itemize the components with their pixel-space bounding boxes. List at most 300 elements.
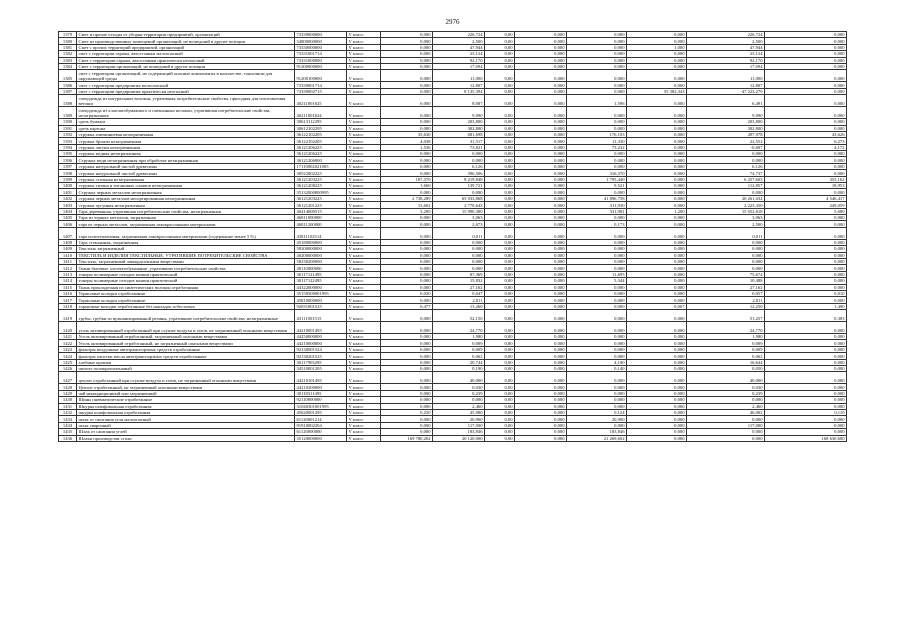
value-col-5: 0,000 — [381, 170, 433, 176]
waste-code: 31040301001995 — [295, 403, 347, 409]
value-col-5: 1,660 — [381, 183, 433, 189]
value-col-8: 0,000 — [515, 334, 567, 340]
value-col-8: 0,000 — [515, 144, 567, 150]
row-index: 1412 — [59, 265, 77, 271]
value-col-11: 0,009 — [687, 346, 765, 352]
value-col-7: 0,00 — [485, 353, 515, 359]
value-col-12: 0,000 — [765, 157, 847, 163]
value-col-10: 0,000 — [627, 82, 687, 88]
waste-code: 36121206225 — [295, 151, 347, 157]
value-col-6: 87,369 — [433, 271, 485, 277]
value-col-11: 40,000 — [687, 372, 765, 384]
value-col-6: 40,000 — [433, 372, 485, 384]
hazard-class: V класс — [347, 284, 381, 290]
value-col-6: 3,063 — [433, 214, 485, 220]
value-col-5: 0,000 — [381, 271, 433, 277]
value-col-8: 0,000 — [515, 372, 567, 384]
row-index: 1427 — [59, 372, 77, 384]
waste-code: 73330000000 — [295, 44, 347, 50]
hazard-class: V класс — [347, 44, 381, 50]
waste-code: 73339002715 — [295, 88, 347, 94]
waste-name: Цеолит отработанный, не загрязненный опасными веществами — [77, 384, 295, 390]
value-col-8: 0,000 — [515, 32, 567, 38]
value-col-9: 176,103 — [567, 131, 627, 137]
value-col-12: 0,000 — [765, 416, 847, 422]
value-col-6: 24,770 — [433, 322, 485, 334]
value-col-7: 0,00 — [485, 82, 515, 88]
hazard-class: V класс — [347, 278, 381, 284]
value-col-6: 0,009 — [433, 346, 485, 352]
value-col-6: 0,000 — [433, 397, 485, 403]
value-col-6: 302,800 — [433, 125, 485, 131]
value-col-7: 0,00 — [485, 57, 515, 63]
value-col-7: 0,00 — [485, 340, 515, 346]
value-col-9: 41 896,758 — [567, 195, 627, 201]
value-col-8: 0,000 — [515, 125, 567, 131]
value-col-5: 0,000 — [381, 372, 433, 384]
value-col-10: 0,000 — [627, 227, 687, 239]
value-col-12: 0,000 — [765, 246, 847, 252]
value-col-5: 0,000 — [381, 390, 433, 396]
value-col-7: 0,00 — [485, 429, 515, 435]
value-col-8: 0,000 — [515, 409, 567, 415]
value-col-11: 0,000 — [687, 252, 765, 258]
value-col-10: 0,000 — [627, 372, 687, 384]
value-col-10: 0,000 — [627, 63, 687, 69]
value-col-6: 52,150 — [433, 310, 485, 322]
hazard-class: V класс — [347, 290, 381, 296]
waste-name: стружка титана и титановых сплавов незагрязненная — [77, 183, 295, 189]
value-col-5: 0,000 — [381, 63, 433, 69]
value-col-11: 0,000 — [687, 397, 765, 403]
row-index: 1432 — [59, 409, 77, 415]
value-col-5: 6,477 — [381, 303, 433, 309]
table-row — [59, 95, 847, 107]
value-col-11: 6 257,603 — [687, 176, 765, 182]
value-col-8: 0,000 — [515, 340, 567, 346]
value-col-5: 35,630 — [381, 131, 433, 137]
value-col-6: 0,000 — [433, 239, 485, 245]
waste-name: Шлаки производства стали — [77, 435, 295, 441]
value-col-5: 0,000 — [381, 346, 433, 352]
value-col-8: 0,000 — [515, 51, 567, 57]
value-col-12: 0,000 — [765, 403, 847, 409]
value-col-7: 0,00 — [485, 246, 515, 252]
value-col-5: 0,000 — [381, 51, 433, 57]
row-index: 1436 — [59, 435, 77, 441]
value-col-11: 0,000 — [687, 429, 765, 435]
row-index: 1410 — [59, 252, 77, 258]
value-col-7: 0,00 — [485, 70, 515, 82]
waste-code: 46811000000 — [295, 214, 347, 220]
waste-code: 40211001625 — [295, 95, 347, 107]
value-col-5: 0,000 — [381, 340, 433, 346]
value-col-9: 0,000 — [567, 297, 627, 303]
value-col-6: 23,124 — [433, 51, 485, 57]
value-col-7: 0,00 — [485, 290, 515, 296]
waste-code: 58230200000 — [295, 258, 347, 264]
value-col-8: 0,000 — [515, 95, 567, 107]
row-index: 1399 — [59, 176, 77, 182]
waste-code: 44322000000 — [295, 284, 347, 290]
hazard-class: V класс — [347, 88, 381, 94]
value-col-7: 0,00 — [485, 409, 515, 415]
value-col-10: 0,000 — [627, 359, 687, 365]
value-col-12: 0,000 — [765, 278, 847, 284]
value-col-10: 0,000 — [627, 32, 687, 38]
row-index: 1380 — [59, 38, 77, 44]
waste-name: стружка медная незагрязненная — [77, 151, 295, 157]
value-col-6: 0,000 — [433, 246, 485, 252]
waste-code: 36122102205 — [295, 131, 347, 137]
value-col-6: 8 135,394 — [433, 88, 485, 94]
waste-name: Смет с территории организаций, не вошедший в другие позиции — [77, 63, 295, 69]
row-index: 1434 — [59, 422, 77, 428]
hazard-class: V класс — [347, 221, 381, 227]
value-col-11: 0,239 — [687, 390, 765, 396]
row-index: 1407 — [59, 227, 77, 239]
value-col-11: -0,697 — [687, 144, 765, 150]
hazard-class: V класс — [347, 163, 381, 169]
value-col-12: 0,000 — [765, 51, 847, 57]
hazard-class: V класс — [347, 271, 381, 277]
value-col-9: 1 795,440 — [567, 176, 627, 182]
waste-code: 30613112295 — [295, 119, 347, 125]
value-col-6: 0,000 — [433, 252, 485, 258]
row-index: 1431 — [59, 403, 77, 409]
value-col-12: 249,059 — [765, 202, 847, 208]
value-col-8: 0,000 — [515, 346, 567, 352]
value-col-9: 0,000 — [567, 334, 627, 340]
waste-name: Текстиль загрязненный — [77, 246, 295, 252]
value-col-11: 0,000 — [687, 246, 765, 252]
value-col-10: 0,000 — [627, 422, 687, 428]
value-col-11: 1,980 — [687, 334, 765, 340]
value-col-11: -47 223,279 — [687, 88, 765, 94]
value-col-7: 0,00 — [485, 297, 515, 303]
value-col-7: 0,00 — [485, 284, 515, 290]
value-col-6: 15 990,380 — [433, 208, 485, 214]
value-col-7: 0,00 — [485, 208, 515, 214]
value-col-7: 0,00 — [485, 384, 515, 390]
value-col-8: 0,000 — [515, 82, 567, 88]
row-index: 1387 — [59, 88, 77, 94]
value-col-7: 0,00 — [485, 183, 515, 189]
waste-name: фильтры очистки масла автотранспортных средств отработанные — [77, 353, 295, 359]
row-index: 1422 — [59, 340, 77, 346]
value-col-8: 0,000 — [515, 176, 567, 182]
row-index: 1406 — [59, 221, 77, 227]
value-col-10: 1,200 — [627, 208, 687, 214]
value-col-10: 0,000 — [627, 390, 687, 396]
value-col-5: 0,000 — [381, 125, 433, 131]
hazard-class: V класс — [347, 82, 381, 88]
value-col-5: 0,000 — [381, 265, 433, 271]
value-col-5: 0,000 — [381, 57, 433, 63]
value-col-11: 0,030 — [687, 384, 765, 390]
waste-name: шкурка шлифовальная отработанная — [77, 409, 295, 415]
waste-name: стружка латуни незагрязненная — [77, 144, 295, 150]
value-col-7: 0,00 — [485, 63, 515, 69]
value-col-11: 10,488 — [687, 278, 765, 284]
row-index: 1409 — [59, 246, 77, 252]
waste-name: Уголь активированный отработанный, не загрязненный опасными веществами — [77, 340, 295, 346]
value-col-7: 0,00 — [485, 239, 515, 245]
value-col-9: 0,000 — [567, 397, 627, 403]
value-col-12: 0,000 — [765, 297, 847, 303]
value-col-5: 0,000 — [381, 221, 433, 227]
value-col-9: 0,000 — [567, 265, 627, 271]
value-col-6: 0,000 — [433, 265, 485, 271]
value-col-12: 0,000 — [765, 397, 847, 403]
value-col-10: 0,000 — [627, 163, 687, 169]
value-col-11: 0,050 — [687, 366, 765, 372]
value-col-10: 55 382,343 — [627, 88, 687, 94]
table-row — [59, 70, 847, 82]
value-col-10: 0,000 — [627, 95, 687, 107]
value-col-12: 0,000 — [765, 284, 847, 290]
value-col-9: 0,000 — [567, 51, 627, 57]
row-index: 1398 — [59, 170, 77, 176]
hazard-class: V класс — [347, 138, 381, 144]
value-col-5: 0,000 — [381, 38, 433, 44]
hazard-class: V класс — [347, 157, 381, 163]
value-col-7: 0,00 — [485, 422, 515, 428]
waste-name: шпагат полипропиленовый — [77, 366, 295, 372]
value-col-11: 0,000 — [687, 416, 765, 422]
waste-code: 36121203225 — [295, 176, 347, 182]
value-col-10: 0,000 — [627, 189, 687, 195]
value-col-6: 183,846 — [433, 429, 485, 435]
value-col-9: 0,000 — [567, 303, 627, 309]
value-col-9: 0,000 — [567, 214, 627, 220]
value-col-9: 73,232 — [567, 144, 627, 150]
waste-code: 45620001295 — [295, 409, 347, 415]
hazard-class: V класс — [347, 144, 381, 150]
value-col-6: 0,000 — [433, 157, 485, 163]
value-col-9: 0,000 — [567, 422, 627, 428]
value-col-9: 20,900 — [567, 416, 627, 422]
value-col-6: 0,062 — [433, 353, 485, 359]
hazard-class: V класс — [347, 429, 381, 435]
value-col-11: 112,857 — [687, 183, 765, 189]
table-row — [59, 435, 847, 441]
value-col-11: 497,978 — [687, 131, 765, 137]
value-col-9: 21 269,602 — [567, 435, 627, 441]
waste-code: 30118311495 — [295, 390, 347, 396]
table-row — [59, 107, 847, 119]
value-col-6: 0,000 — [433, 189, 485, 195]
value-col-7: 0,00 — [485, 359, 515, 365]
value-col-11: 24,770 — [687, 322, 765, 334]
value-col-6: 8 219,848 — [433, 176, 485, 182]
hazard-class: V класс — [347, 125, 381, 131]
row-index: 1400 — [59, 183, 77, 189]
value-col-8: 0,000 — [515, 131, 567, 137]
value-col-5: 0,000 — [381, 82, 433, 88]
value-col-5: 0,000 — [381, 397, 433, 403]
waste-name: смет с территории предприятия малоопасный — [77, 82, 295, 88]
value-col-9: 0,000 — [567, 340, 627, 346]
value-col-10: 0,000 — [627, 265, 687, 271]
value-col-7: 0,00 — [485, 221, 515, 227]
value-col-6: 396,506 — [433, 170, 485, 176]
waste-code: 36121206225 — [295, 144, 347, 150]
value-col-12: 0,000 — [765, 366, 847, 372]
row-index: 1425 — [59, 359, 77, 365]
waste-name: ТЕКСТИЛЬ И ИЗДЕЛИЯ ТЕКСТИЛЬНЫЕ, УТРАТИВШИЕ ПОТРЕБИТЕЛЬСКИЕ СВОЙСТВА — [77, 252, 295, 258]
waste-code: 40200000000 — [295, 252, 347, 258]
hazard-class: V класс — [347, 202, 381, 208]
row-index: 1386 — [59, 82, 77, 88]
value-col-7: 0,00 — [485, 151, 515, 157]
value-col-6: 31,517 — [433, 138, 485, 144]
value-col-10: 0,000 — [627, 435, 687, 441]
value-col-9: 0,000 — [567, 246, 627, 252]
value-col-5: 0,000 — [381, 284, 433, 290]
waste-code: 91910002204 — [295, 422, 347, 428]
value-col-11: 27,162 — [687, 284, 765, 290]
value-col-5: 0,000 — [381, 227, 433, 239]
value-col-7: 0,00 — [485, 346, 515, 352]
value-col-10: 0,000 — [627, 202, 687, 208]
value-col-5: 0,000 — [381, 107, 433, 119]
value-col-7: 0,00 — [485, 195, 515, 201]
value-col-6: 0,000 — [433, 151, 485, 157]
value-col-12: 0,000 — [765, 163, 847, 169]
value-col-5: 0,000 — [381, 163, 433, 169]
value-col-6: 2,500 — [433, 38, 485, 44]
hazard-class: V класс — [347, 403, 381, 409]
hazard-class: V класс — [347, 195, 381, 201]
value-col-5: 0,000 — [381, 416, 433, 422]
value-col-10: 0,000 — [627, 334, 687, 340]
waste-name: стружка бронзы незагрязненная — [77, 138, 295, 144]
hazard-class: V класс — [347, 372, 381, 384]
value-col-11: 2,500 — [687, 38, 765, 44]
value-col-8: 0,000 — [515, 63, 567, 69]
value-col-9: 0,000 — [567, 239, 627, 245]
waste-code: 36121203225 — [295, 195, 347, 201]
waste-name: спецодежда из хлопчатобумажного и смешанных волокон, утратившая потребительские свойства, незагрязненная — [77, 107, 295, 119]
table-row — [59, 372, 847, 384]
row-index: 1405 — [59, 214, 77, 220]
value-col-6: 27,162 — [433, 284, 485, 290]
value-col-12: 0,000 — [765, 239, 847, 245]
value-col-11: 6,491 — [687, 95, 765, 107]
value-col-10: 0,000 — [627, 366, 687, 372]
value-col-9: 0,000 — [567, 372, 627, 384]
value-col-12: 0,000 — [765, 151, 847, 157]
waste-code: 36122102205 — [295, 138, 347, 144]
hazard-class: V класс — [347, 416, 381, 422]
waste-name: трубы, трубки из вулканизированной резины, утратившие потребительские свойства, незагрязненные — [77, 310, 295, 322]
value-col-12: 0,000 — [765, 359, 847, 365]
waste-code: 36121208225 — [295, 183, 347, 189]
value-col-9: 0,000 — [567, 310, 627, 322]
value-col-11: 6,126 — [687, 163, 765, 169]
waste-name: шлак сварочный — [77, 422, 295, 428]
row-index: 1430 — [59, 397, 77, 403]
value-col-8: 0,000 — [515, 151, 567, 157]
value-col-10: 0,000 — [627, 258, 687, 264]
value-col-5: 13,602 — [381, 202, 433, 208]
hazard-class: V класс — [347, 208, 381, 214]
value-col-10: 0,000 — [627, 246, 687, 252]
value-col-8: 0,000 — [515, 214, 567, 220]
value-col-11: 302,800 — [687, 125, 765, 131]
value-col-11: 23,124 — [687, 51, 765, 57]
value-col-5: 0,000 — [381, 252, 433, 258]
waste-name: смет с территории организаций, не содержащий опасные компоненты в количестве, токсичном для окружающей среды — [77, 70, 295, 82]
value-col-5: 0,000 — [381, 32, 433, 38]
value-col-5: 0,000 — [381, 297, 433, 303]
value-col-5: 0,020 — [381, 290, 433, 296]
value-col-5: 0,000 — [381, 310, 433, 322]
hazard-class: V класс — [347, 384, 381, 390]
value-col-12: 0,000 — [765, 334, 847, 340]
value-col-11: 20 261,032 — [687, 195, 765, 201]
value-col-10: 0,000 — [627, 214, 687, 220]
value-col-11: 15 652,618 — [687, 208, 765, 214]
value-col-7: 0,00 — [485, 125, 515, 131]
value-col-12: 0,000 — [765, 38, 847, 44]
value-col-11: 0,000 — [687, 265, 765, 271]
value-col-10: 0,000 — [627, 119, 687, 125]
value-col-8: 0,000 — [515, 278, 567, 284]
value-col-11: 16,644 — [687, 359, 765, 365]
value-col-9: 331,081 — [567, 208, 627, 214]
value-col-9: 0,000 — [567, 227, 627, 239]
value-col-10: 1,000 — [627, 44, 687, 50]
hazard-class: V класс — [347, 310, 381, 322]
value-col-9: 0,000 — [567, 88, 627, 94]
waste-name: срезь картона — [77, 125, 295, 131]
value-col-11: 0,000 — [687, 157, 765, 163]
waste-code: 48110000000 — [295, 265, 347, 271]
value-col-12: 355,162 — [765, 176, 847, 182]
value-col-11: 0,000 — [687, 189, 765, 195]
value-col-9: 0,000 — [567, 163, 627, 169]
value-col-11: 0,000 — [687, 239, 765, 245]
waste-code: 36121206000 — [295, 157, 347, 163]
value-col-9: 316,370 — [567, 170, 627, 176]
value-col-9: 0,000 — [567, 119, 627, 125]
waste-name: Стружка черных металлов незагрязненная — [77, 189, 295, 195]
value-col-8: 0,000 — [515, 221, 567, 227]
value-col-11: 2 223,350 — [687, 202, 765, 208]
value-col-12: 0,000 — [765, 125, 847, 131]
value-col-10: 0,000 — [627, 409, 687, 415]
value-col-8: 0,000 — [515, 403, 567, 409]
value-col-12: 5,680 — [765, 208, 847, 214]
value-col-6: 12,807 — [433, 82, 485, 88]
value-col-5: 0,000 — [381, 95, 433, 107]
row-index: 1421 — [59, 334, 77, 340]
value-col-10: 0,000 — [627, 310, 687, 322]
hazard-class: V класс — [347, 95, 381, 107]
value-col-7: 0,00 — [485, 227, 515, 239]
value-col-11: 92,170 — [687, 57, 765, 63]
waste-name: Ткань прокладочная из синтетических волокон отработанная — [77, 284, 295, 290]
waste-name: Шкурка шлифовальная отработанная — [77, 403, 295, 409]
row-index: 1395 — [59, 151, 77, 157]
value-col-9: 0,000 — [567, 290, 627, 296]
table-row — [59, 227, 847, 239]
value-col-6: 45,980 — [433, 409, 485, 415]
waste-code: 17110002021005 — [295, 163, 347, 169]
value-col-10: 0,000 — [627, 38, 687, 44]
